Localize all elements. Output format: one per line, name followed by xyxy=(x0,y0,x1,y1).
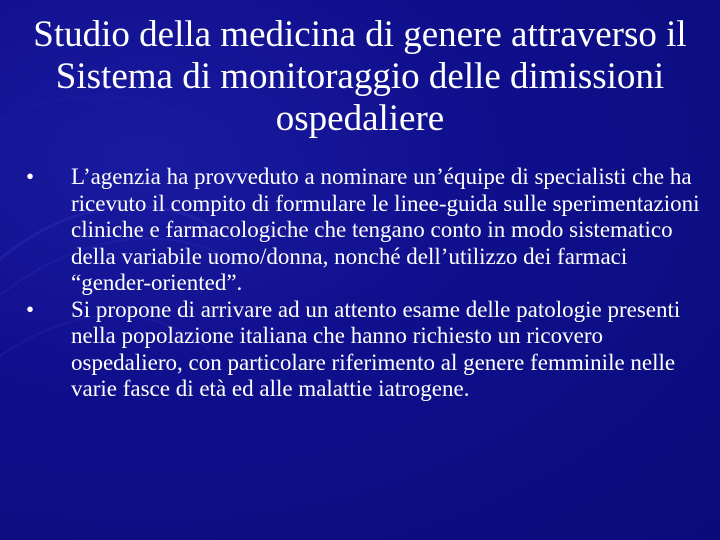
bullet-marker: • xyxy=(26,164,35,189)
title-line: Sistema di monitoraggio delle dimissioni xyxy=(55,56,665,97)
slide-title xyxy=(0,14,720,140)
bullet-text: L’agenzia ha provveduto a nominare un’équipe di specialisti che ha ricevuto il compito di formulare le linee-guida sulle sperimentazioni cliniche e farmacologiche che tengano conto in modo sistematico della variabile uomo/donna, nonché dell’utilizzo dei farmaci “gender-oriented”. xyxy=(71,164,700,295)
bullet-marker: • xyxy=(26,296,35,322)
bullet-list xyxy=(26,164,706,403)
title-line: Studio della medicina di genere attraverso il xyxy=(33,14,687,55)
bullet-item xyxy=(26,297,706,403)
title-line: ospedaliere xyxy=(275,98,445,139)
bullet-text: Si propone di arrivare ad un attento esame delle patologie presenti nella popolazione italiana che hanno richiesto un ricovero ospedaliero, con particolare riferimento al genere femminile nelle varie fasce di età ed alle malattie iatrogene. xyxy=(71,296,681,401)
bullet-item xyxy=(26,164,706,297)
